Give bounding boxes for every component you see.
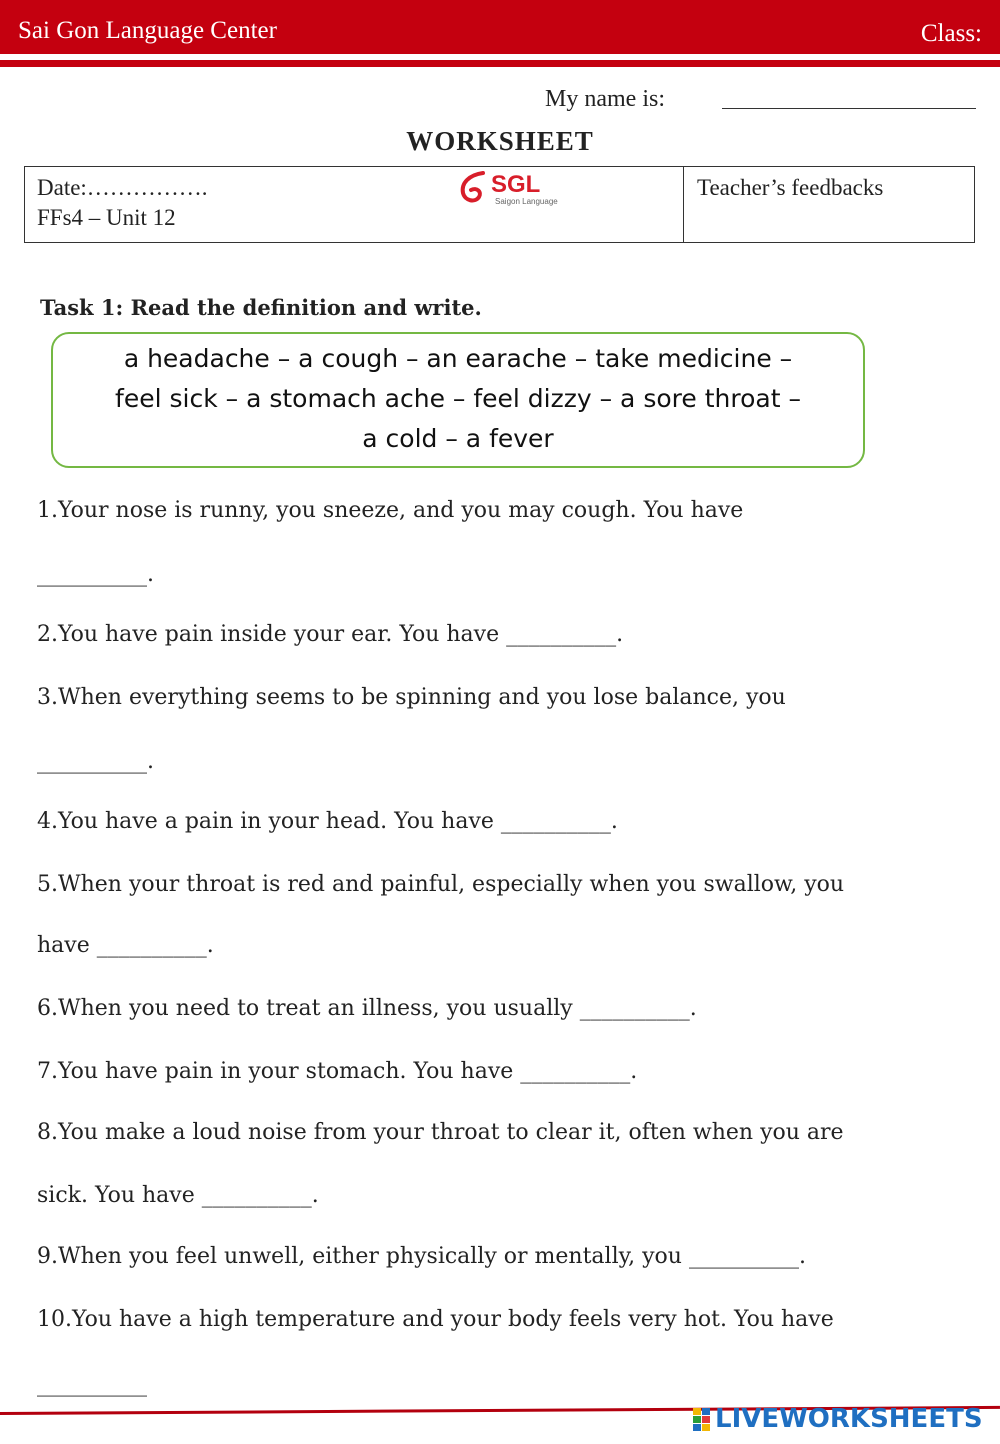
question-5-blank[interactable]: have __________. — [37, 933, 214, 958]
word-bank-line: feel sick – a stomach ache – feel dizzy – a sore throat – — [115, 384, 801, 413]
question-6[interactable]: 6.When you need to treat an illness, you usually __________. — [37, 996, 697, 1021]
class-label: Class: — [920, 20, 982, 47]
teacher-feedback-label: Teacher’s feedbacks — [697, 175, 884, 200]
question-4[interactable]: 4.You have a pain in your head. You have __________. — [37, 809, 618, 834]
word-bank-line: a cold – a fever — [362, 424, 554, 453]
name-blank[interactable] — [722, 108, 976, 109]
question-3-blank[interactable]: __________. — [37, 749, 154, 774]
question-1-line: 1.Your nose is runny, you sneeze, and you may cough. You have — [37, 498, 744, 523]
header-bar — [0, 0, 1000, 54]
header-rule — [0, 60, 1000, 67]
word-bank — [51, 332, 865, 468]
logo-text: SGL — [491, 171, 541, 198]
question-3-line: 3.When everything seems to be spinning and you lose balance, you — [37, 685, 786, 710]
center-name: Sai Gon Language Center — [18, 17, 277, 44]
name-label: My name is: — [545, 86, 665, 112]
question-10-line: 10.You have a high temperature and your body feels very hot. You have — [37, 1307, 834, 1332]
question-8-blank[interactable]: sick. You have __________. — [37, 1183, 319, 1208]
logo-subtext: Saigon Language — [495, 197, 558, 206]
liveworksheets-brand[interactable]: LIVEWORKSHEETS — [715, 1404, 983, 1434]
table-divider — [683, 167, 684, 242]
unit-label: FFs4 – Unit 12 — [37, 205, 176, 230]
word-bank-line: a headache – a cough – an earache – take medicine – — [123, 344, 793, 373]
worksheet-title: WORKSHEET — [406, 126, 594, 156]
liveworksheets-logo-icon — [693, 1408, 711, 1432]
question-9[interactable]: 9.When you feel unwell, either physically or mentally, you __________. — [37, 1244, 806, 1269]
question-5-line: 5.When your throat is red and painful, especially when you swallow, you — [37, 872, 845, 897]
question-7[interactable]: 7.You have pain in your stomach. You have __________. — [37, 1059, 638, 1084]
question-1-blank[interactable]: __________. — [37, 562, 154, 587]
question-10-blank[interactable]: __________ — [37, 1372, 147, 1397]
date-field: Date:……………. — [37, 175, 208, 200]
task1-title: Task 1: Read the definition and write. — [40, 295, 482, 320]
question-2[interactable]: 2.You have pain inside your ear. You have __________. — [37, 622, 624, 647]
question-8-line: 8.You make a loud noise from your throat to clear it, often when you are — [37, 1120, 844, 1145]
sgl-logo — [455, 169, 565, 209]
sgl-swoosh-icon — [455, 169, 491, 209]
info-table — [24, 166, 975, 243]
